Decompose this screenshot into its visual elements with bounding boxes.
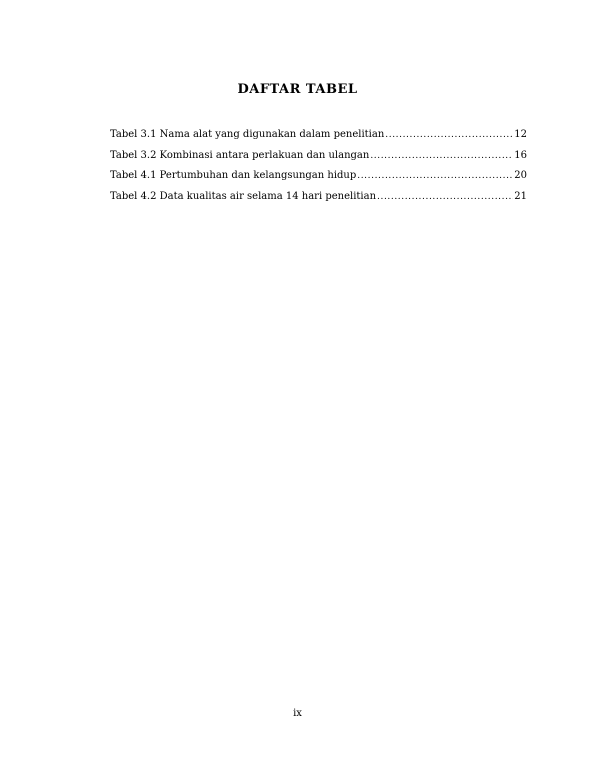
list-item (110, 128, 527, 149)
entry-page-number: 21 (514, 190, 527, 202)
list-item (110, 190, 527, 211)
entry-page-number: 16 (514, 149, 527, 161)
entry-label: Tabel 3.1 Nama alat yang digunakan dalam penelitian (110, 129, 385, 140)
dot-leader (357, 169, 513, 183)
entry-page-number: 20 (514, 170, 527, 181)
page-number: ix (293, 708, 302, 719)
table-of-tables-list (110, 128, 527, 210)
list-item (110, 149, 527, 170)
entry-label: Tabel 3.2 Kombinasi antara perlakuan dan ulangan (110, 149, 370, 161)
dot-leader (377, 190, 513, 204)
entry-label: Tabel 4.2 Data kualitas air selama 14 hari penelitian (110, 190, 377, 202)
page-title: DAFTAR TABEL (237, 82, 358, 97)
entry-label: Tabel 4.1 Pertumbuhan dan kelangsungan hidup (110, 170, 357, 181)
dot-leader (370, 149, 513, 163)
entry-page-number: 12 (514, 129, 527, 140)
list-item (110, 169, 527, 190)
dot-leader (385, 128, 513, 142)
